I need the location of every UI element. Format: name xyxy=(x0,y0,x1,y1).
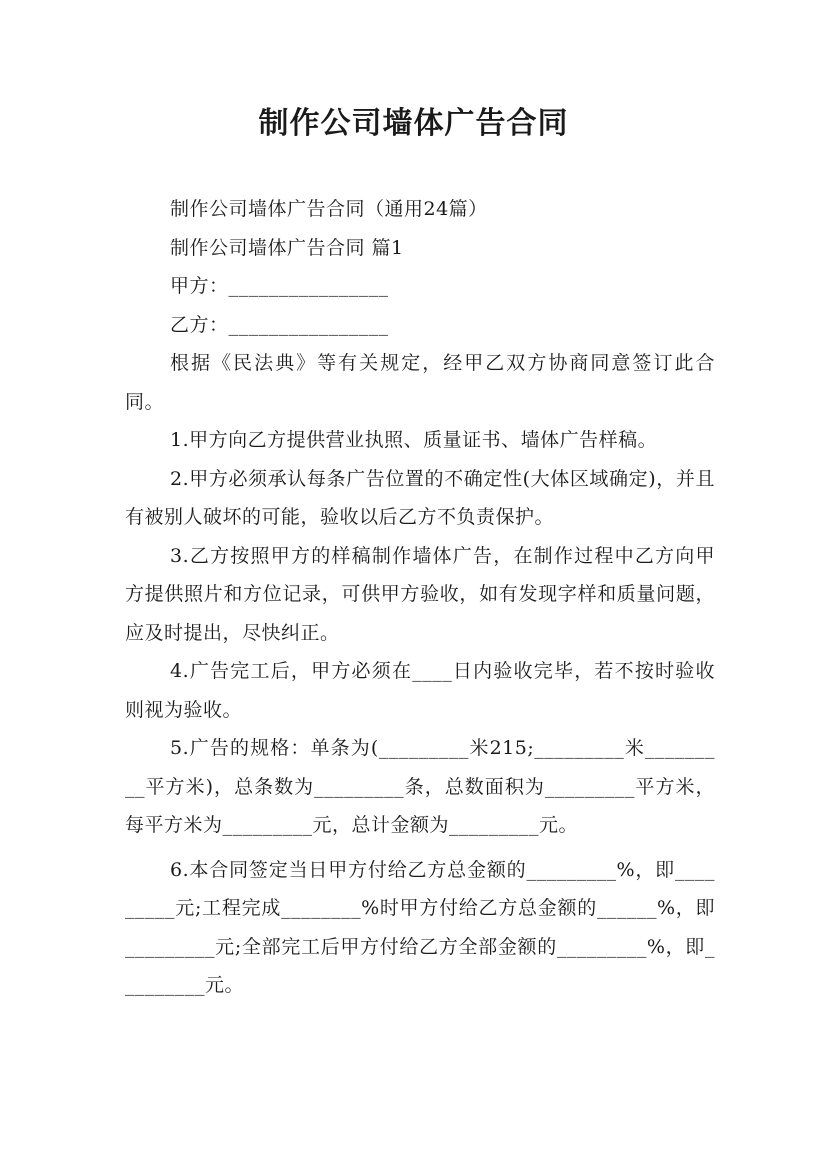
clause-5: 5.广告的规格：单条为(_________米215;_________米_________平方米)，总条数为_________条，总数面积为_________平方米，每平方米为_________元，总计金额为_________元。 xyxy=(125,737,715,836)
clause-4: 4.广告完工后，甲方必须在____日内验收完毕，若不按时验收则视为验收。 xyxy=(125,660,715,721)
section-heading: 制作公司墙体广告合同 篇1 xyxy=(170,236,404,259)
clause-6: 6.本合同签定当日甲方付给乙方总金额的_________%，即_________元;工程完成________%时甲方付给乙方总金额的______%，即_________元;全部完工后甲方付给乙方全部金额的_________%，即_________元。 xyxy=(125,858,715,996)
party-b-line: 乙方：________________ xyxy=(170,313,389,336)
clause-3: 3.乙方按照甲方的样稿制作墙体广告，在制作过程中乙方向甲方提供照片和方位记录，可供甲方验收，如有发现字样和质量问题，应及时提出，尽快纠正。 xyxy=(125,544,715,644)
preamble-paragraph: 根据《民法典》等有关规定，经甲乙双方协商同意签订此合同。 xyxy=(125,352,715,413)
clause-2: 2.甲方必须承认每条广告位置的不确定性(大体区域确定)，并且有被别人破坏的可能，验收以后乙方不负责保护。 xyxy=(125,467,715,528)
document-title: 制作公司墙体广告合同 xyxy=(258,106,569,141)
party-a-line: 甲方：________________ xyxy=(170,275,389,297)
document-body xyxy=(125,190,715,1005)
doc-subtitle: 制作公司墙体广告合同（通用24篇） xyxy=(170,198,488,220)
clause-1: 1.甲方向乙方提供营业执照、质量证书、墙体广告样稿。 xyxy=(170,429,658,451)
